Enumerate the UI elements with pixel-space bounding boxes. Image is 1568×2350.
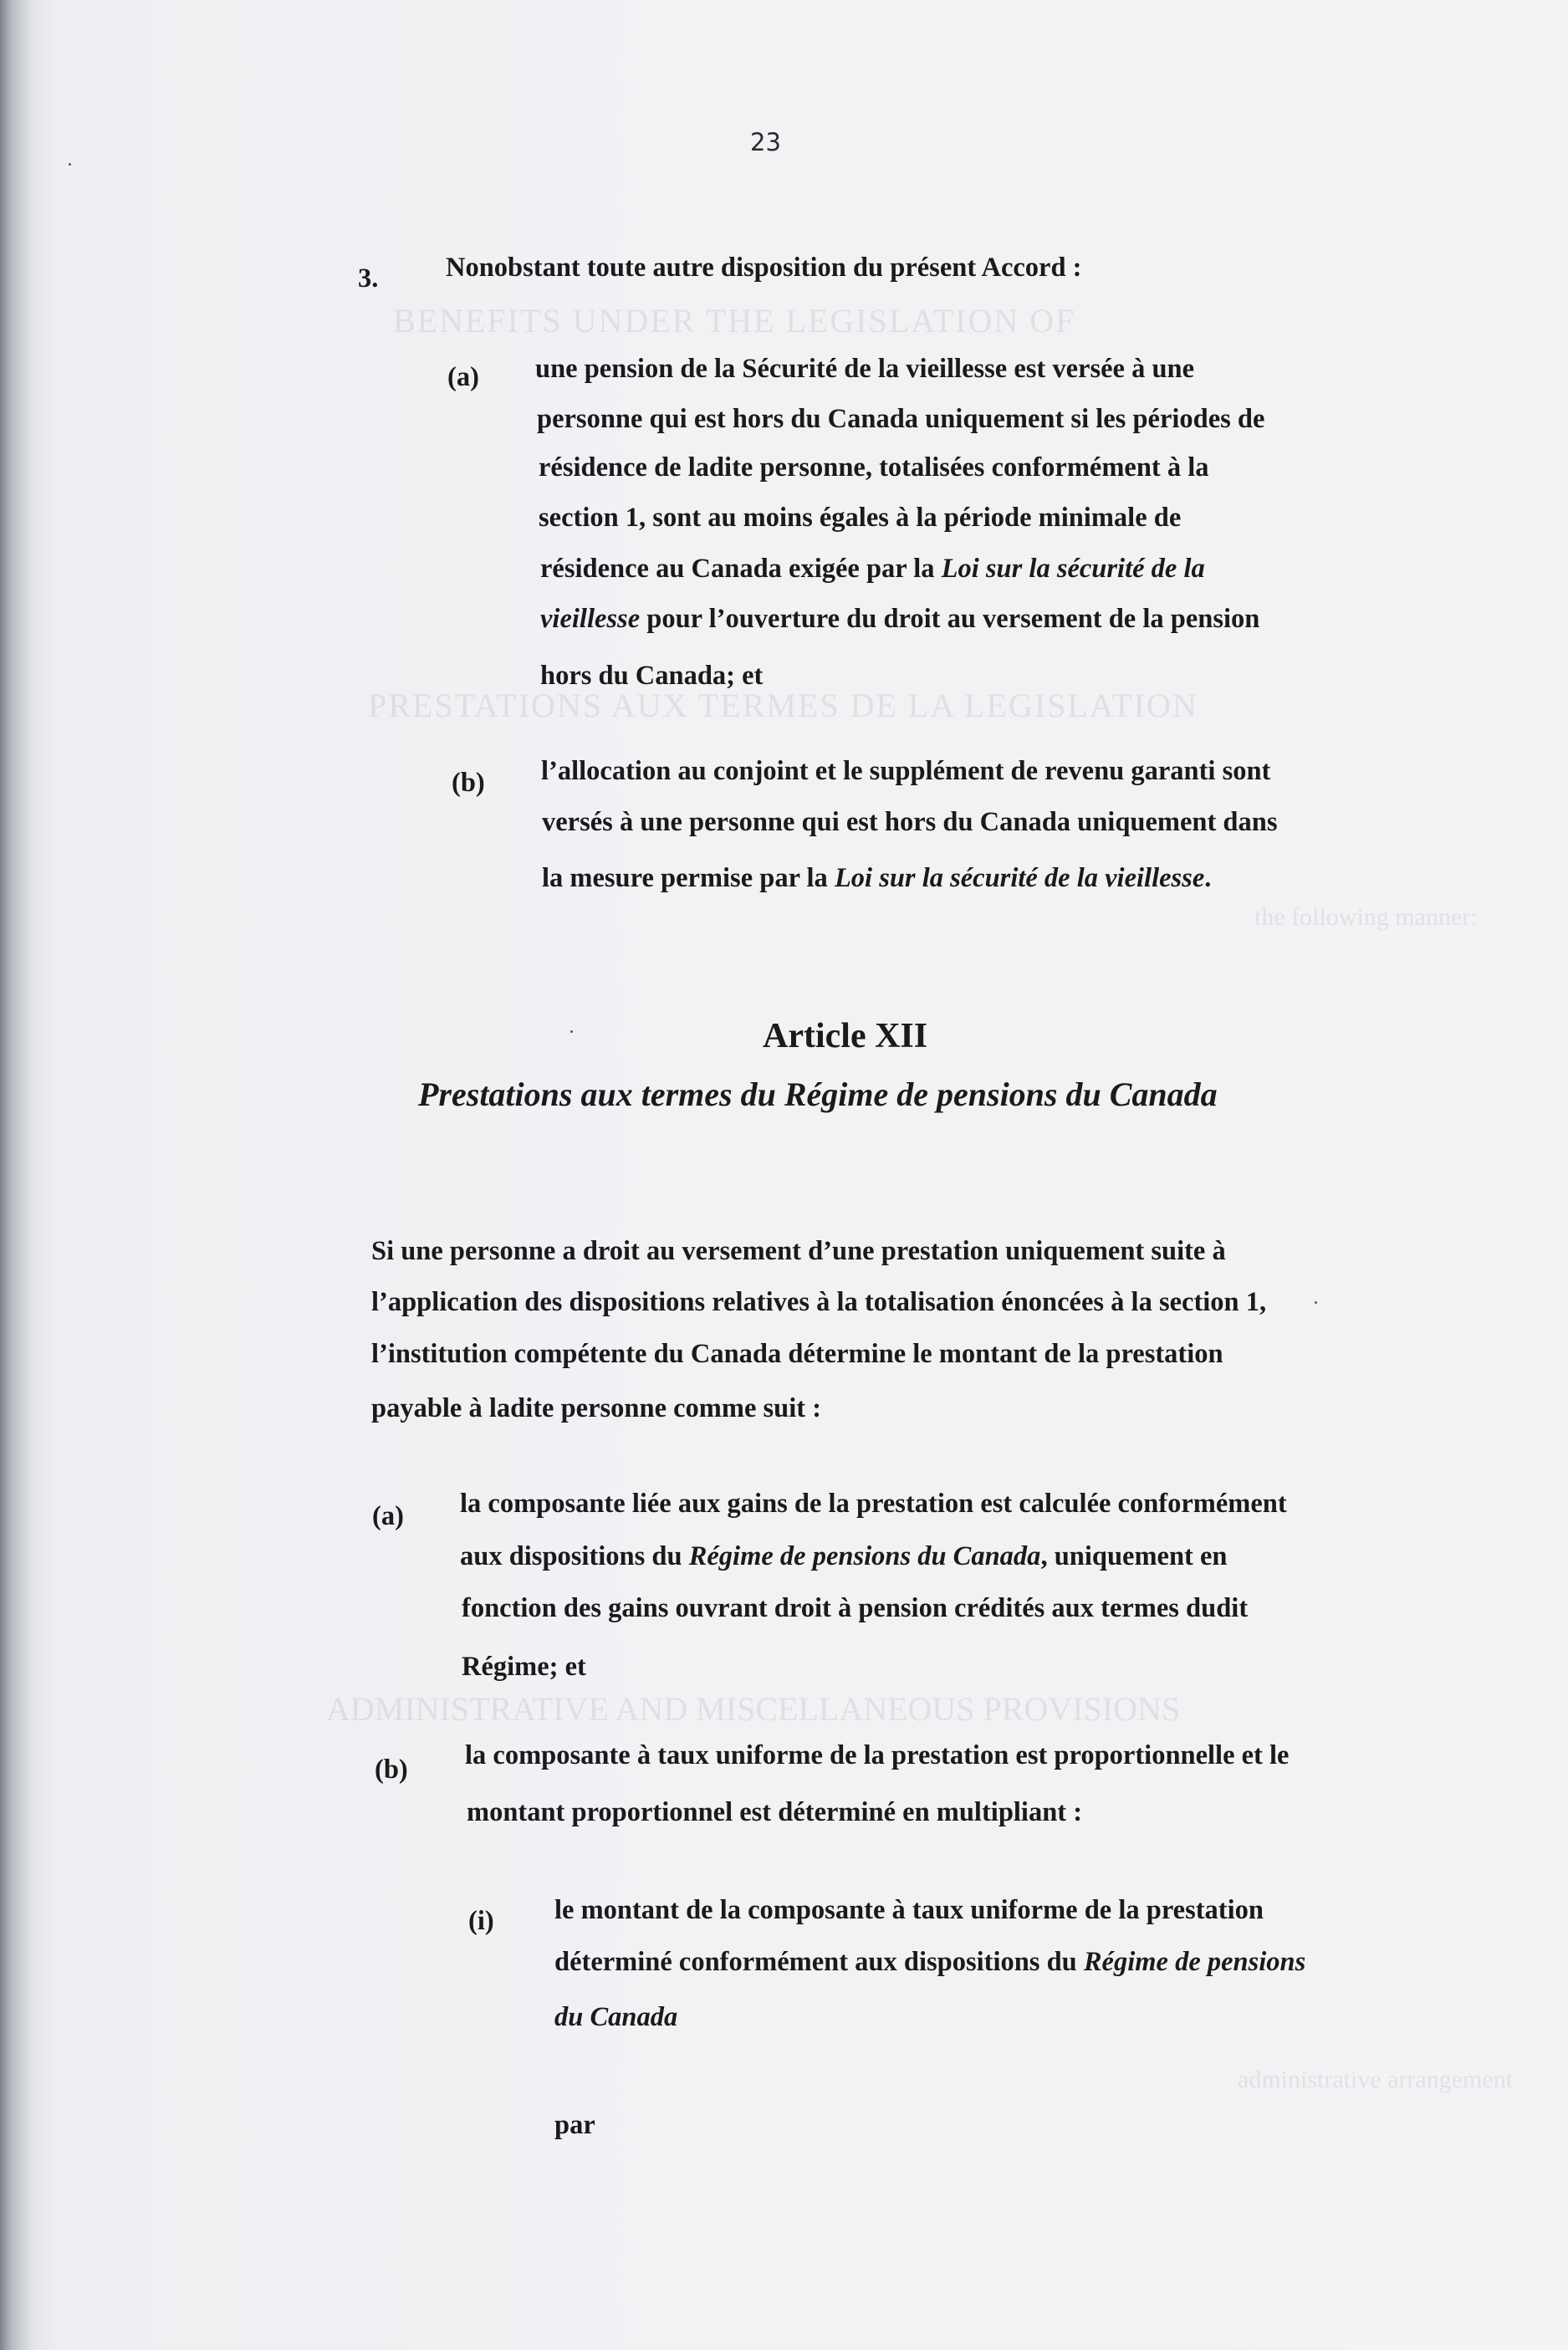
para-intro: Nonobstant toute autre disposition du présent Accord : [446,253,1082,283]
article-intro-line: payable à ladite personne comme suit : [371,1393,822,1423]
statute-name: Loi sur la sécurité de la vieillesse [834,863,1205,893]
article-b-i-line [554,1949,1305,1976]
paper-speck [69,163,71,166]
para3-a-line: personne qui est hors du Canada uniquement si les périodes de [537,404,1265,434]
article-a-line: fonction des gains ouvrant droit à pension crédités aux termes dudit [462,1593,1249,1623]
para3-a-line: une pension de la Sécurité de la vieillesse est versée à une [535,354,1195,384]
item-label-b: (b) [452,768,485,798]
paper-speck [1315,1301,1317,1304]
text-run: aux dispositions du [460,1541,689,1571]
article-a-line: Régime; et [462,1652,586,1682]
statute-name: vieillesse [540,604,641,634]
statute-name: du Canada [554,2002,678,2032]
text-run: déterminé conformément aux dispositions du [554,1947,1084,1977]
text-run: résidence au Canada exigée par la [540,554,942,584]
para-number: 3. [358,263,379,294]
article-intro-line: Si une personne a droit au versement d’une prestation uniquement suite à [371,1236,1226,1266]
article-b-line: montant proportionnel est déterminé en multipliant : [467,1797,1083,1827]
article-b-line: la composante à taux uniforme de la prestation est proportionnelle et le [465,1740,1290,1770]
article-b-i-line: le montant de la composante à taux uniforme de la prestation [554,1895,1264,1925]
article-title: Article XII [763,1017,928,1055]
text-run: , uniquement en [1040,1541,1228,1571]
para3-b-line [542,865,1211,892]
article-subtitle: Prestations aux termes du Régime de pensions du Canada [418,1075,1218,1113]
show-through-heading-3: ADMINISTRATIVE AND MISCELLANEOUS PROVISIONS [326,1690,1181,1728]
article-intro-line: l’institution compétente du Canada détermine le montant de la prestation [371,1339,1223,1369]
item-label-i: (i) [468,1906,494,1936]
para3-a-line: section 1, sont au moins égales à la période minimale de [539,503,1182,533]
item-label-a: (a) [372,1501,404,1531]
item-label-b: (b) [375,1755,408,1785]
text-run: pour l’ouverture du droit au versement de la pension [640,604,1260,634]
para3-a-line: hors du Canada; et [540,661,764,691]
text-run: . [1204,863,1212,893]
text-run: la mesure permise par la [542,863,835,893]
page-number: 23 [750,128,781,156]
statute-name: Régime de pensions [1083,1947,1306,1977]
statute-name: Loi sur la sécurité de la [941,554,1205,584]
para3-a-line [540,555,1205,583]
par-word: par [554,2110,595,2140]
para3-b-line: l’allocation au conjoint et le supplément de revenu garanti sont [541,756,1271,786]
para3-a-line [540,605,1259,633]
article-a-line [460,1543,1227,1571]
article-a-line: la composante liée aux gains de la prestation est calculée conformément [460,1489,1287,1519]
statute-name: Régime de pensions du Canada [688,1541,1041,1571]
show-through-line-2: administrative arrangement [1238,2066,1514,2093]
show-through-heading-1: BENEFITS UNDER THE LEGISLATION OF [393,302,1076,340]
para3-a-line: résidence de ladite personne, totalisées conformément à la [539,452,1209,483]
item-label-a: (a) [447,362,479,392]
show-through-line-1: the following manner: [1254,903,1478,931]
show-through-heading-2: PRESTATIONS AUX TERMES DE LA LEGISLATION [368,687,1198,724]
article-intro-line: l’application des dispositions relatives à la totalisation énoncées à la section 1, [371,1287,1267,1317]
para3-b-line: versés à une personne qui est hors du Canada uniquement dans [542,807,1278,837]
paper-speck [570,1030,573,1033]
